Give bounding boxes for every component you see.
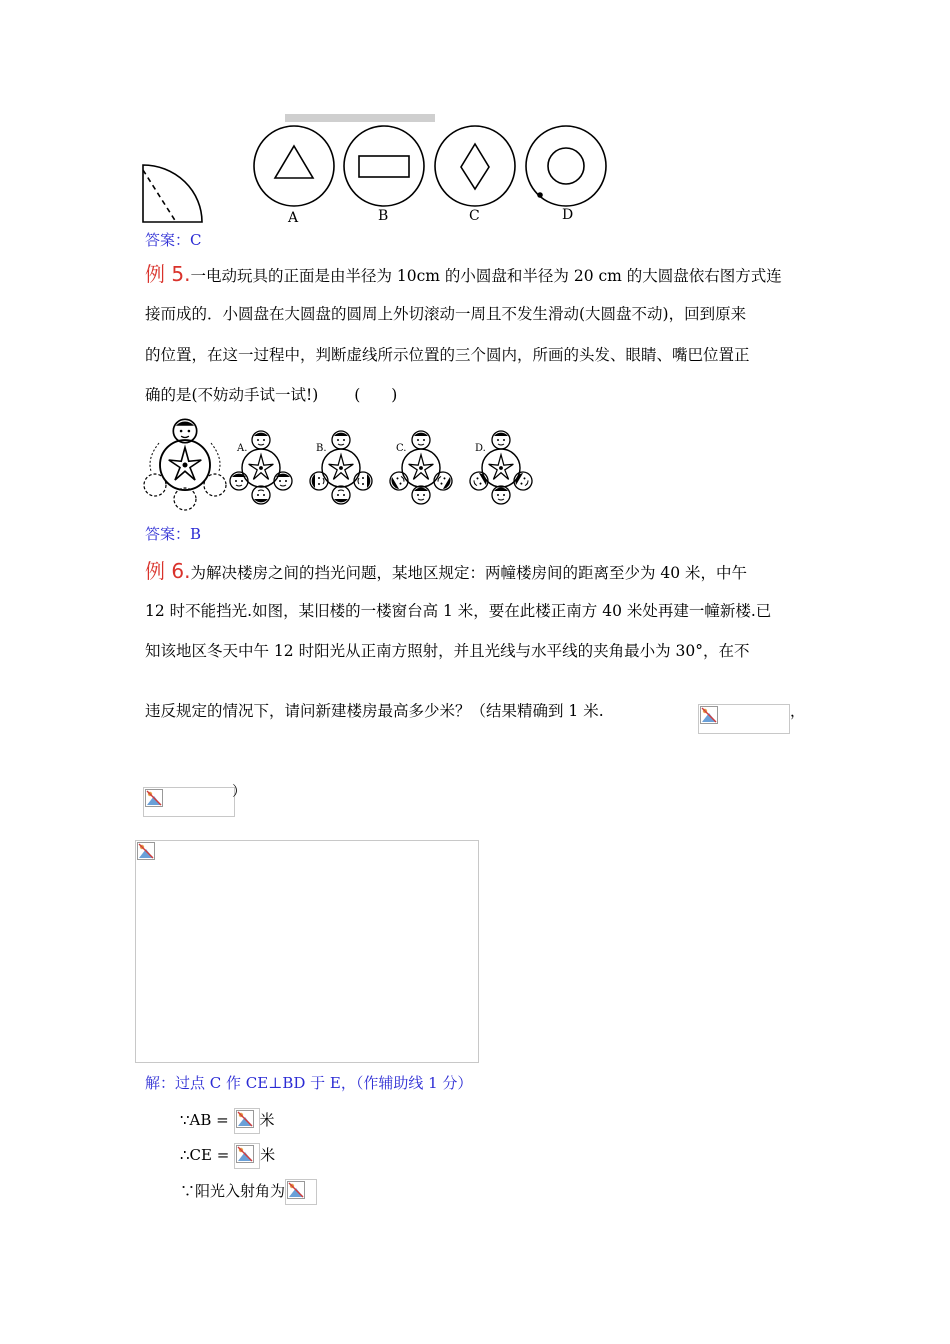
toy-option-label-a: A. — [237, 443, 248, 454]
toy-main-figure — [144, 419, 226, 510]
example4-answer: 答案：C — [145, 231, 202, 249]
option-c-diamond-disc — [435, 126, 515, 206]
example5-line-2: 接而成的．小圆盘在大圆盘的圆周上外切滚动一周且不发生滑动(大圆盘不动)，回到原来 — [145, 305, 747, 323]
option-b-rectangle-disc — [344, 126, 424, 206]
toy-option-label-c: C. — [396, 443, 407, 454]
cropped-text-smudge — [285, 114, 435, 122]
example5-figure — [143, 413, 543, 513]
toy-option-b — [310, 431, 372, 504]
toy-option-a — [230, 431, 292, 504]
broken-image-inline-1 — [698, 704, 790, 734]
toy-option-c — [387, 431, 456, 504]
broken-image-figure — [135, 840, 479, 1063]
example5-line-1 — [145, 264, 782, 286]
broken-image-ab-value — [234, 1108, 260, 1134]
example5-text-1: 一电动玩具的正面是由半径为 10cm 的小圆盘和半径为 20 cm 的大圆盘依右图方式连 — [190, 267, 782, 285]
broken-image-inline-2 — [143, 787, 235, 817]
broken-image-icon — [287, 1181, 305, 1199]
solution-line-1: 解：过点 C 作 CE⊥BD 于 E，（作辅助线 1 分） — [145, 1074, 473, 1092]
example6-text-1: 为解决楼房之间的挡光问题，某地区规定：两幢楼房间的距离至少为 40 米，中午 — [190, 564, 748, 582]
solution-line-2-unit: 米 — [259, 1111, 275, 1129]
example6-close-paren: ） — [232, 784, 246, 800]
broken-image-icon — [137, 842, 155, 860]
toy-option-d — [467, 431, 536, 504]
solution-line-4 — [180, 1179, 317, 1205]
solution-line-3 — [180, 1143, 275, 1169]
quarter-circle-shape — [143, 165, 202, 222]
broken-image-icon — [700, 706, 718, 724]
solution-line-4-prefix: ∵阳光入射角为 — [180, 1182, 286, 1200]
option-a-triangle-disc — [254, 126, 334, 206]
option-d-ring-disc — [526, 126, 606, 206]
broken-image-icon — [236, 1110, 254, 1128]
solution-line-2-prefix: ∵AB = — [180, 1111, 229, 1129]
example6-line-3: 知该地区冬天中午 12 时阳光从正南方照射，并且光线与水平线的夹角最小为 30°，在不 — [145, 642, 750, 660]
broken-image-icon — [145, 789, 163, 807]
example6-comma: ， — [790, 702, 806, 720]
example5-line-4: 确的是(不妨动手试一试!) ( ) — [145, 386, 398, 404]
option-label-a: A — [288, 210, 299, 226]
option-label-d: D — [562, 207, 574, 223]
toy-option-label-d: D. — [475, 443, 486, 454]
example6-line-1 — [145, 561, 747, 583]
example6-line-2: 12 时不能挡光.如图，某旧楼的一楼窗台高 1 米，要在此楼正南方 40 米处再建一幢新楼.已 — [145, 602, 772, 620]
option-label-c: C — [469, 208, 480, 224]
example5-label: 例 5. — [145, 262, 191, 286]
broken-image-angle-value — [285, 1179, 317, 1205]
example5-line-3: 的位置，在这一过程中，判断虚线所示位置的三个圆内，所画的头发、眼睛、嘴巴位置正 — [145, 346, 750, 364]
toy-option-label-b: B. — [316, 443, 327, 454]
example6-label: 例 6. — [145, 559, 191, 583]
example5-answer: 答案：B — [145, 525, 202, 543]
broken-image-icon — [236, 1145, 254, 1163]
solution-line-3-unit: 米 — [260, 1146, 276, 1164]
option-label-b: B — [378, 208, 389, 224]
broken-image-ce-value — [234, 1143, 260, 1169]
example6-line-4: 违反规定的情况下，请问新建楼房最高多少米？（结果精确到 1 米. — [145, 702, 604, 720]
solution-line-2 — [180, 1108, 275, 1134]
solution-line-3-prefix: ∴CE = — [180, 1146, 230, 1164]
